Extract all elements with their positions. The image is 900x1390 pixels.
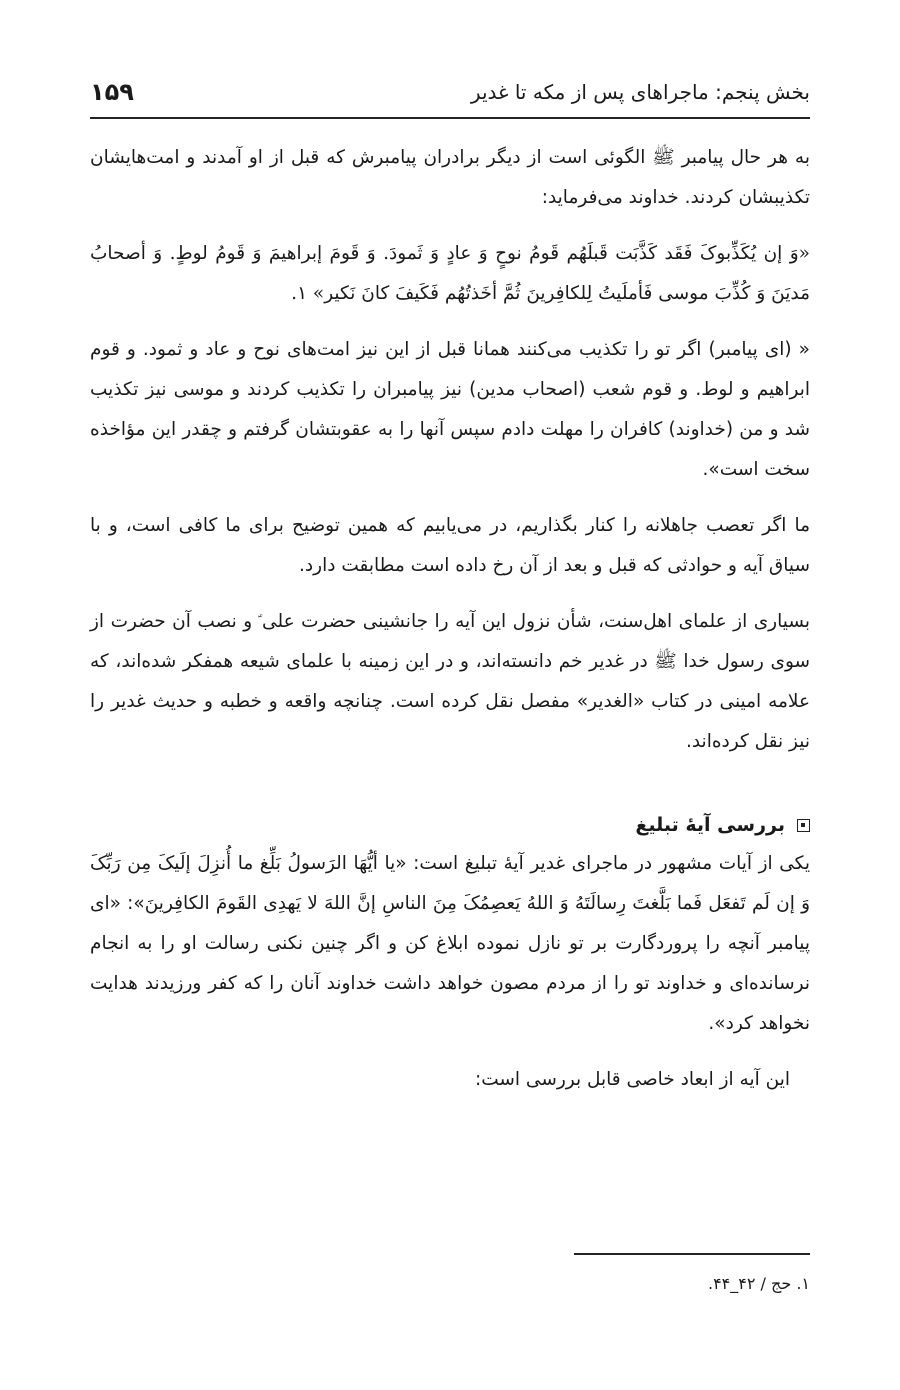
paragraph-context: ما اگر تعصب جاهلانه را کنار بگذاریم، در می‌یابیم که همین توضیح برای ما کافی است، و با سیاق آیه و حوادثی که قبل و بعد از آن رخ داده است مطابقت دارد.: [90, 515, 810, 576]
paragraph-intro: به هر حال پیامبر ﷺ الگوئی است از دیگر برادران پیامبرش که قبل از او آمدند و امت‌هایشان تکذیبشان کردند. خداوند می‌فرماید:: [90, 147, 810, 208]
quran-verse: «وَ إن یُکَذِّبوکَ فَقَد کَذَّبَت قَبلَهُم قَومُ نوحٍ وَ عادٍ وَ ثَمودَ. وَ قَومَ إبراهیمَ وَ قَومُ لوطٍ. وَ أصحابُ مَدیَنَ وَ کُذِّبَ موسی فَأملَیتُ لِلکافِرینَ ثُمَّ أخَذتُهُم فَکَیفَ کانَ نَکیر» ۱.: [90, 243, 810, 304]
running-head: بخش پنجم: ماجراهای پس از مکه تا غدیر: [470, 80, 810, 104]
book-page: [90, 0, 810, 1390]
paragraph-scholars: بسیاری از علمای اهل‌سنت، شأن نزول این آیه را جانشینی حضرت علی ؑ و نصب آن حضرت از سوی رسول خدا ﷺ در غدیر خم دانسته‌اند، و در این زمینه با علمای شیعه همفکر شده‌اند، که علامه امینی در کتاب «الغدیر» مفصل نقل کرده است. چنانچه واقعه و خطبه و حدیث غدیر را نیز نقل کرده‌اند.: [90, 611, 810, 752]
footnote: ۱. حج / ۴۲_۴۴.: [707, 1274, 810, 1293]
section-heading-text: بررسی آیهٔ تبلیغ: [635, 814, 785, 836]
page-number: ۱۵۹: [90, 78, 134, 106]
page-body: [90, 138, 810, 1116]
footnote-rule: [574, 1253, 810, 1255]
section-heading: [90, 806, 810, 844]
paragraph-tabligh-verse: یکی از آیات مشهور در ماجرای غدیر آیهٔ تبلیغ است: «یا أیُّهَا الرَسولُ بَلِّغ ما أُنزِلَ إلَیکَ مِن رَبِّکَ وَ إن لَم تَفعَل فَما بَلَّغتَ رِسالَتَهُ وَ اللهُ یَعصِمُکَ مِنَ الناسِ إنَّ اللهَ لا یَهدِی القَومَ الکافِرینَ»: «ای پیامبر آنچه را پروردگارت بر تو نازل نموده ابلاغ کن و اگر چنین نکنی رسالت او را به انجام نرسانده‌ای و خداوند تو را از مردم مصون خواهد داشت خداوند آنان را که کفر ورزیدند هدایت نخواهد کرد».: [90, 853, 810, 1034]
verse-translation: « (ای پیامبر) اگر تو را تکذیب می‌کنند همانا قبل از این نیز امت‌های نوح و عاد و ثمود. و قوم ابراهیم و لوط. و قوم شعب (اصحاب مدین) نیز پیامبران را تکذیب کردند و موسی نیز تکذیب شد و من (خداوند) کافران را مهلت دادم سپس آنها را به عقوبتشان گرفتم و چقدر این مؤاخذه سخت است».: [90, 339, 810, 480]
page-header: [90, 70, 810, 114]
paragraph-dimensions: این آیه از ابعاد خاصی قابل بررسی است:: [475, 1069, 790, 1090]
header-rule: [90, 117, 810, 119]
square-bullet-icon: [797, 819, 810, 832]
